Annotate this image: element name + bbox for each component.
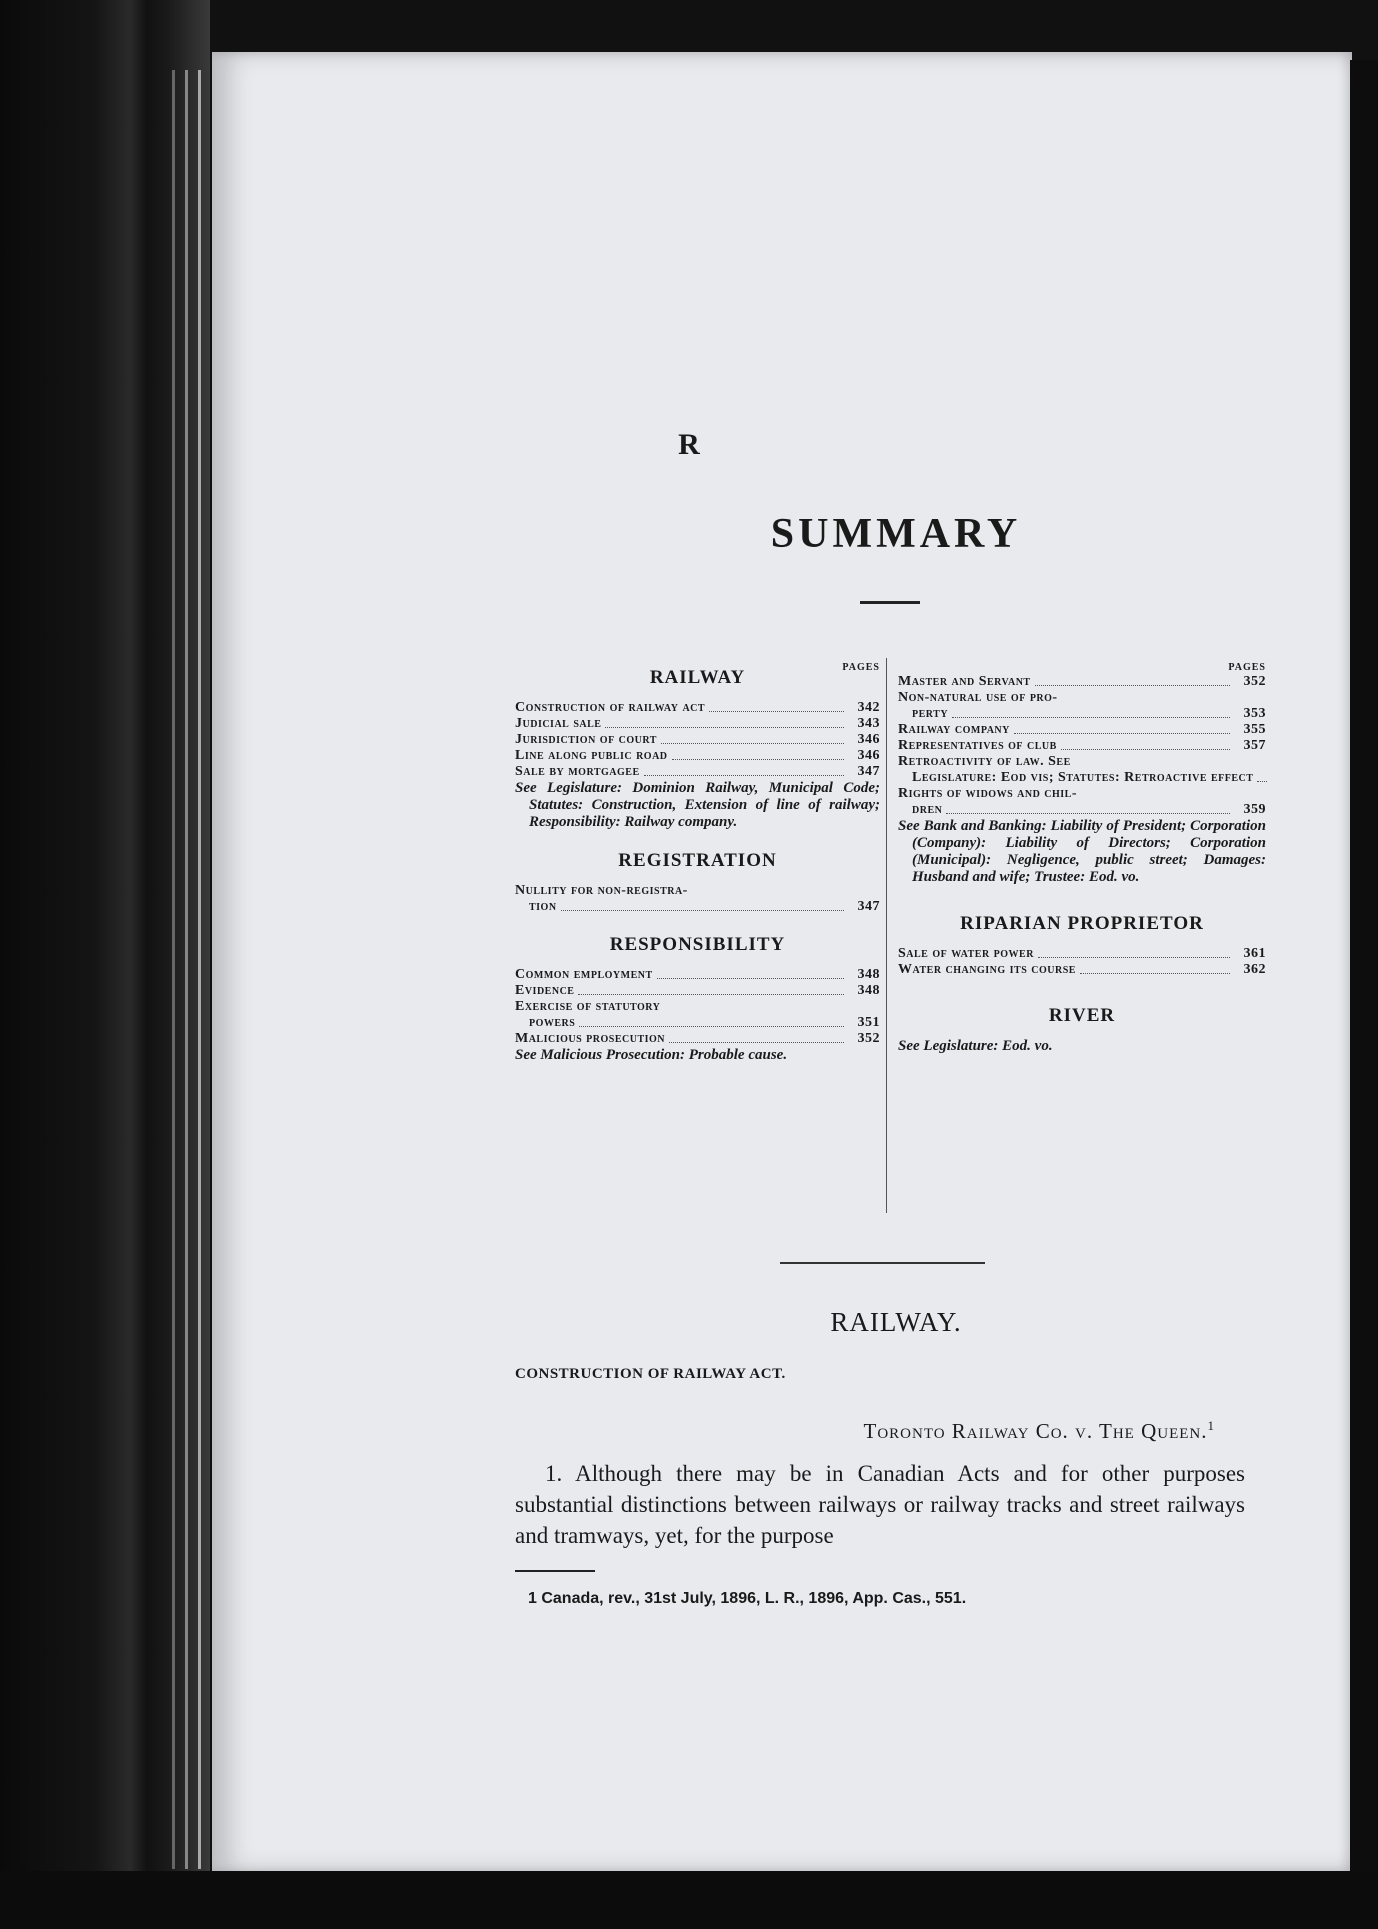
entry-page: 352 [1243,674,1266,689]
section-heading: RAILWAY [649,667,746,688]
see-also-note: See Legislature: Dominion Railway, Municipal Code; Statutes: Construction, Extension of line of railway; Responsibility: Railway company. [515,780,880,830]
summary-entry [515,967,880,983]
see-also-note: See Legislature: Eod. vo. [898,1038,1053,1054]
summary-entry [515,732,880,748]
footnote: 1 Canada, rev., 31st July, 1896, L. R., 1896, App. Cas., 551. [528,1590,967,1607]
leader-dots [578,994,844,995]
entry-text: Sale by mortgagee [515,764,640,779]
pages-label: PAGES [1228,662,1266,673]
summary-entry [898,738,1266,754]
summary-entry-line [515,1031,880,1047]
summary-entry-line [898,738,1266,754]
see-also-note: See Bank and Banking: Liability of President; Corporation (Company): Liability of Directors; Corporation (Municipal): Negligence, public street; Damages: Husband and wife; Trustee: Eod. vo. [898,818,1266,885]
see-also-note: See Malicious Prosecution: Probable cause. [515,1047,788,1063]
page-title [0,510,1378,558]
leader-dots [669,1042,844,1043]
entry-text: Railway company [898,722,1010,737]
entry-page: 357 [1243,738,1266,753]
entry-text: Malicious prosecution [515,1031,666,1046]
entry-text: Common employment [515,967,653,982]
summary-entry-line [898,770,1266,786]
summary-entry-line [515,883,880,899]
entry-text: Nullity for non-registra- [515,883,688,898]
bottom-shadow [0,1871,1378,1929]
summary-entry-line [515,999,880,1015]
summary-entry-line [898,706,1266,722]
footnote-rule [515,1570,595,1572]
entry-page: 348 [857,967,880,982]
summary-entry-line [515,764,880,780]
entry-text: Non-natural use of pro- [898,690,1058,705]
entry-text: Water changing its course [898,962,1076,977]
entry-page: 351 [857,1015,880,1030]
right-column-body [898,660,1266,1055]
entry-text: Rights of widows and chil- [898,786,1078,801]
entry-text: Retroactivity of law. See [898,754,1071,769]
summary-entry-line [898,962,1266,978]
summary-entry [898,946,1266,962]
page-edge [185,70,188,1869]
page-edge [198,70,201,1869]
pages-label: PAGES [842,662,880,673]
summary-entry [898,722,1266,738]
entry-text: Representatives of club [898,738,1057,753]
page-title-text: SUMMARY [770,511,1022,557]
entry-page: 352 [857,1031,880,1046]
entry-page: 353 [1243,706,1266,721]
summary-entry-line [898,690,1266,706]
summary-entry [898,962,1266,978]
section-letter: R [678,428,700,461]
summary-entry-line [515,732,880,748]
entry-text: Evidence [515,983,575,998]
body-paragraph: 1. Although there may be in Canadian Acts and for other purposes substantial distinctions between railways or railway tracks and street railways and tramways, yet, for the purpose [515,1461,1245,1548]
left-column-body [515,660,880,1064]
entry-text: Construction of railway act [515,700,706,715]
summary-entry [515,883,880,915]
entry-page: 346 [857,732,880,747]
leader-dots [657,978,844,979]
entry-text: Line along public road [515,748,668,763]
leader-dots [1080,973,1230,974]
summary-entry-line [898,946,1266,962]
entry-page: 362 [1243,962,1266,977]
summary-entry-line [515,899,880,915]
leader-dots [672,759,844,760]
entry-page: 346 [857,748,880,763]
summary-entry [515,716,880,732]
summary-entry [898,754,1266,786]
entry-text: Judicial sale [515,716,602,731]
leader-dots [1061,749,1230,750]
entry-page: 347 [857,899,880,914]
summary-right-column [898,660,1266,1055]
case-title-text: Toronto Railway Co. v. The Queen. [863,1419,1208,1443]
leader-dots [579,1026,844,1027]
summary-entry-line [898,802,1266,818]
entry-text-cont: Legislature: Eod vis; Statutes: Retroactive effect [912,770,1254,785]
entry-page: 347 [857,764,880,779]
footnote-mark: 1 [1207,1418,1215,1433]
summary-entry-line [515,967,880,983]
summary-entry [515,1031,880,1047]
leader-dots [1014,733,1230,734]
summary-entry [898,674,1266,690]
entry-page: 361 [1243,946,1266,961]
leader-dots [952,717,1230,718]
entry-text-cont: perty [912,706,949,721]
section-heading: RIVER [1048,1005,1116,1026]
summary-entry-line [515,983,880,999]
entry-page: 359 [1243,802,1266,817]
entry-text-cont: dren [912,802,943,817]
summary-entry [515,700,880,716]
column-divider [886,658,887,1213]
section-heading: RIPARIAN PROPRIETOR [960,913,1204,934]
body-subheading: CONSTRUCTION OF RAILWAY ACT. [515,1366,786,1382]
summary-entry [898,690,1266,722]
summary-entry [515,983,880,999]
entry-page: 355 [1243,722,1266,737]
entry-text: Master and Servant [898,674,1031,689]
body-section-title: RAILWAY. [830,1307,962,1337]
summary-entry-line [898,674,1266,690]
leader-dots [661,743,844,744]
summary-entry-line [515,716,880,732]
book-binding [0,0,210,1929]
entry-text-cont: tion [529,899,557,914]
leader-dots [1038,957,1230,958]
section-heading: REGISTRATION [618,850,777,871]
summary-entry [898,786,1266,818]
summary-entry [515,999,880,1031]
leader-dots [1257,781,1267,782]
summary-entry-line [515,1015,880,1031]
summary-left-column [515,660,880,1064]
leader-dots [1035,685,1230,686]
leader-dots [709,711,844,712]
entry-text: Jurisdiction of court [515,732,657,747]
leader-dots [644,775,844,776]
leader-dots [561,910,844,911]
summary-entry-line [898,754,1266,770]
section-heading: RESPONSIBILITY [609,934,786,955]
entry-text: Exercise of statutory [515,999,661,1014]
summary-entry-line [898,786,1266,802]
leader-dots [605,727,844,728]
entry-page: 348 [857,983,880,998]
case-title [0,1418,1215,1444]
page-edge [172,70,175,1869]
entry-page: 343 [857,716,880,731]
summary-entry [515,748,880,764]
page-right-shadow [1350,60,1378,1880]
entry-text: Sale of water power [898,946,1034,961]
section-rule [780,1262,985,1264]
summary-entry-line [515,700,880,716]
entry-page: 342 [857,700,880,715]
title-rule [860,601,920,604]
entry-text-cont: powers [529,1015,576,1030]
summary-entry [515,764,880,780]
summary-entry-line [898,722,1266,738]
leader-dots [946,813,1230,814]
summary-entry-line [515,748,880,764]
